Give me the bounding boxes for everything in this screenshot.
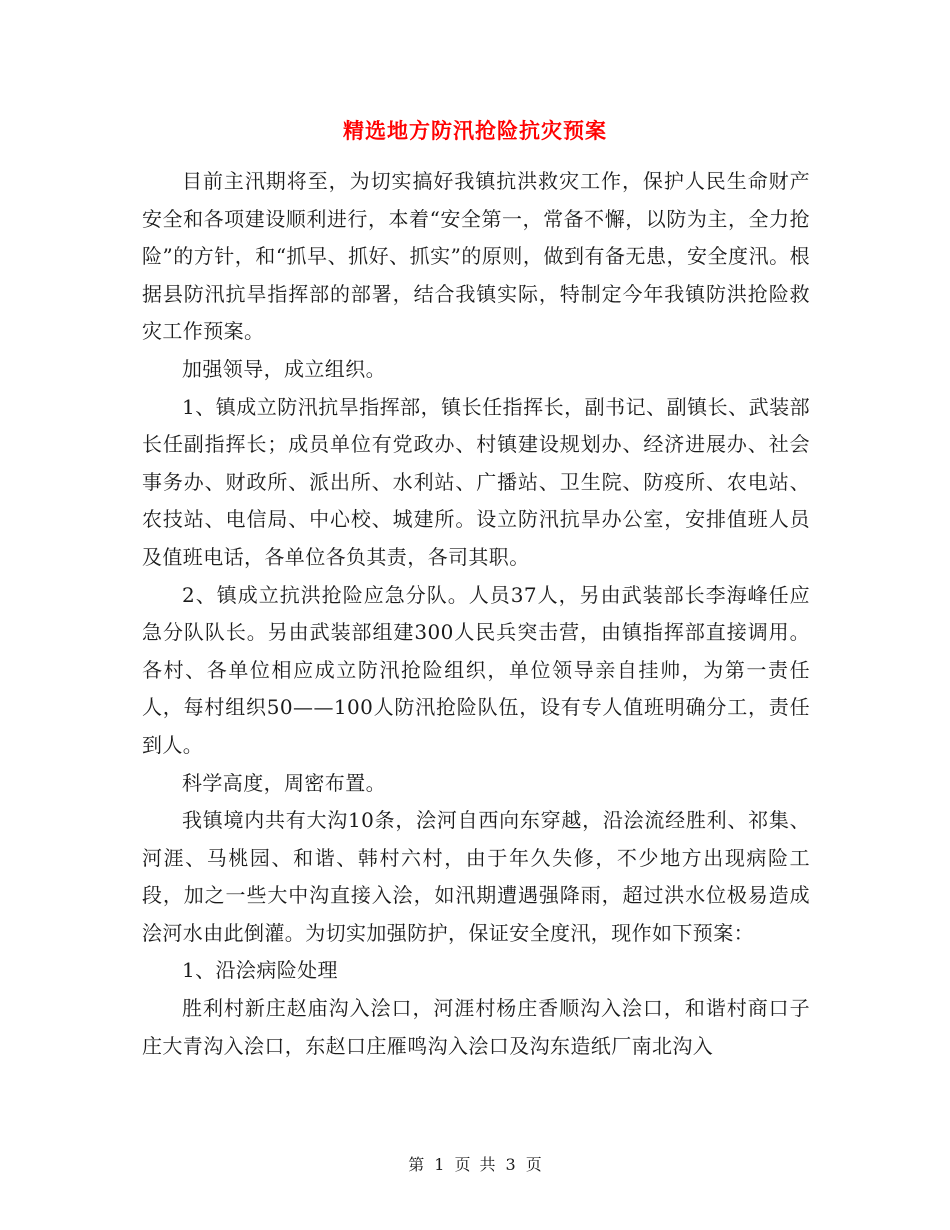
footer-page-number: 1 — [434, 1155, 445, 1174]
paragraph-intro: 目前主汛期将至，为切实搞好我镇抗洪救灾工作，保护人民生命财产安全和各项建设顺利进行，本着“安全第一，常备不懈，以防为主，全力抢险”的方针，和“抓早、抓好、抓实”的原则，做到有备无患，安全度汛。根据县防汛抗旱指挥部的部署，结合我镇实际，特制定今年我镇防洪抢险救灾工作预案。 — [142, 169, 810, 344]
paragraph-emergency-team: 2、镇成立抗洪抢险应急分队。人员37人，另由武装部长李海峰任应急分队队长。另由武装部组建300人民兵突击营，由镇指挥部直接调用。各村、各单位相应成立防汛抢险组织，单位领导亲自挂帅，为第一责任人，每村组织50——100人防汛抢险队伍，设有专人值班明确分工，责任到人。 — [142, 582, 810, 757]
section-heading-leadership: 加强领导，成立组织。 — [182, 356, 386, 381]
footer-mid: 页 共 — [454, 1155, 496, 1174]
subheading-hazard-handling: 1、沿浍病险处理 — [182, 958, 338, 983]
paragraph-river-situation: 我镇境内共有大沟10条，浍河自西向东穿越，沿浍流经胜利、祁集、河涯、马桃园、和谐、韩村六村，由于年久失修，不少地方出现病险工段，加之一些大中沟直接入浍，如汛期遭遇强降雨，超过洪水位极易造成浍河水由此倒灌。为切实加强防护，保证安全度汛，现作如下预案： — [142, 808, 810, 945]
footer-prefix: 第 — [408, 1155, 425, 1174]
document-body — [142, 163, 810, 1065]
footer-total-pages: 3 — [505, 1155, 516, 1174]
section-heading-planning: 科学高度，周密布置。 — [182, 770, 386, 795]
paragraph-command-center: 1、镇成立防汛抗旱指挥部，镇长任指挥长，副书记、副镇长、武装部长任副指挥长；成员单位有党政办、村镇建设规划办、经济进展办、社会事务办、财政所、派出所、水利站、广播站、卫生院、防疫所、农电站、农技站、电信局、中心校、城建所。设立防汛抗旱办公室，安排值班人员及值班电话，各单位各负其责，各司其职。 — [142, 394, 810, 569]
page-footer — [0, 1152, 950, 1175]
paragraph-hazard-locations: 胜利村新庄赵庙沟入浍口，河涯村杨庄香顺沟入浍口，和谐村商口子庄大青沟入浍口，东赵口庄雁鸣沟入浍口及沟东造纸厂南北沟入 — [142, 996, 810, 1058]
document-title: 精选地方防汛抢险抗灾预案 — [343, 119, 607, 143]
footer-suffix: 页 — [525, 1155, 542, 1174]
